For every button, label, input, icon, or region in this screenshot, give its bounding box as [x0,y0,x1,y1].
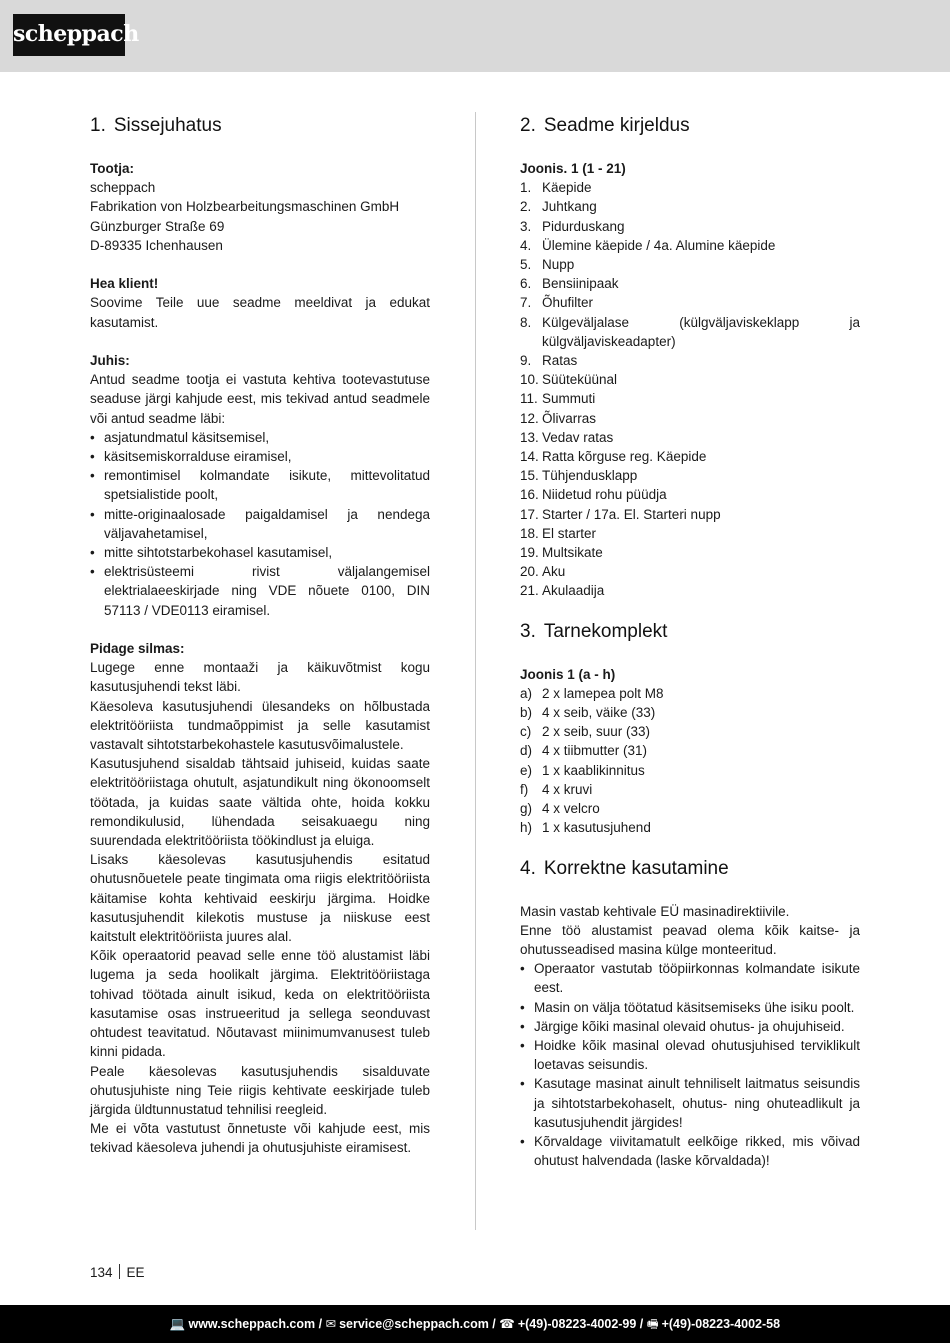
item-text: Ratta kõrguse reg. Käepide [542,449,707,465]
note-bullet-list [90,428,430,620]
section-number: 4. [520,857,536,879]
list-item [520,524,860,543]
item-text: 4 x kruvi [542,781,593,797]
list-item [520,409,860,428]
item-text: Ülemine käepide / 4a. Alumine käepide [542,237,776,253]
item-text: 1 x kaablikinnitus [542,762,645,778]
item-letter: e) [520,762,533,778]
item-letter: g) [520,801,533,817]
figure-label: Joonis. 1 (1 - 21) [520,161,626,176]
item-number: 11. [520,391,538,407]
address-line: D-89335 Ichenhausen [90,237,223,253]
list-item [520,684,860,703]
item-number: 3. [520,218,532,234]
item-text: 4 x tiibmutter (31) [542,743,648,759]
item-text: Akulaadija [542,583,605,599]
page-number: 134 [90,1265,113,1280]
footer-email[interactable]: service@scheppach.com / [339,1317,496,1331]
item-text: 4 x velcro [542,801,600,817]
paragraph: Lisaks käesolevas kasutusjuhendis esitatud ohutusnõuetele peate tingimata oma riigis elektritööriista käitamise kohta kehtivaid eeskirju järgima. Hoidke kasutusjuhendit kilekotis mustuse ja niiskuse eest kaitstult elektritööriista juures alal. [90,852,430,945]
manufacturer-address [90,178,430,255]
list-item: • käsitsemiskorralduse eiramisel, [90,447,430,466]
list-item [520,178,860,197]
item-text: Juhtkang [542,199,597,215]
item-text: Niidetud rohu püüdja [542,487,667,503]
brand-logo: scheppach [13,14,125,56]
item-text: Multsikate [542,545,603,561]
address-line: scheppach [90,180,156,196]
paragraph: Enne töö alustamist peavad olema kõik kaitse- ja ohutusseadised masina külge monteeritud. [520,922,860,957]
section-heading-device-description [520,113,860,139]
column-divider [475,112,476,1230]
list-item: • Järgige kõiki masinal olevaid ohutus- ja ohujuhiseid. [520,1017,860,1036]
item-text: Summuti [542,391,596,407]
page-number-block [90,1264,145,1282]
list-item: • Masin on välja töötatud käsitsemiseks ühe isiku poolt. [520,998,860,1017]
item-text: 1 x kasutusjuhend [542,820,651,836]
list-item [520,389,860,408]
observe-label: Pidage silmas: [90,641,185,657]
list-item: • Hoidke kõik masinal olevad ohutusjuhised terviklikult loetavas seisundis. [520,1036,860,1074]
item-text: 4 x seib, väike (33) [542,705,656,721]
item-number: 8. [520,314,532,330]
item-text: Vedav ratas [542,429,614,445]
list-item [520,581,860,600]
list-item [520,197,860,216]
item-number: 10. [520,372,539,388]
item-number: 12. [520,410,539,426]
delivery-list [520,684,860,838]
item-number: 13. [520,429,539,445]
list-item [520,485,860,504]
list-item [520,799,860,818]
item-number: 19. [520,545,539,561]
item-number: 18. [520,525,539,541]
section-title: Seadme kirjeldus [543,115,690,136]
item-text: Käepide [542,180,592,196]
footer-fax: +(49)-08223-4002-58 [661,1317,781,1331]
list-item [520,351,860,370]
paragraph: Me ei võta vastutust õnnetuste või kahjude eest, mis tekivad käesoleva juhendi ja ohutusjuhiste eiramisest. [90,1121,430,1156]
list-item [520,466,860,485]
item-number: 1. [520,180,532,196]
address-line: Fabrikation von Holzbearbeitungsmaschinen GmbH [90,199,400,215]
list-item [520,722,860,741]
item-text: Nupp [542,257,575,273]
list-item: • asjatundmatul käsitsemisel, [90,428,430,447]
item-text: Õhufilter [542,295,594,311]
item-number: 4. [520,237,532,253]
item-letter: a) [520,685,533,701]
footer-phone: +(49)-08223-4002-99 / [517,1317,644,1331]
item-number: 7. [520,295,532,311]
section-heading-delivery-scope [520,619,860,645]
right-column [520,113,860,1170]
item-letter: c) [520,724,532,740]
section-heading-intended-use [520,856,860,882]
item-number: 17. [520,506,539,522]
item-text: Ratas [542,353,578,369]
list-item [520,447,860,466]
note-label: Juhis: [90,353,130,368]
list-item [520,761,860,780]
item-text: Pidurduskang [542,218,625,234]
fax-icon: 🖷 [646,1317,659,1331]
item-number: 5. [520,257,532,273]
item-number: 2. [520,199,532,215]
list-item [520,313,860,351]
note-text: Antud seadme tootja ei vastuta kehtiva tootevastutuse seaduse järgi kahjude eest, mis tekivad antud seadmele või antud seadme läbi: [90,372,430,426]
list-item [520,505,860,524]
computer-icon: 💻 [169,1317,186,1331]
list-item [520,428,860,447]
section-title: Korrektne kasutamine [543,857,729,879]
list-item: • Kasutage masinat ainult tehniliselt laitmatus seisundis ja sihtotstarbekohaselt, ohutus- ning ohuteadlikult ja kasutusjuhendit järgides! [520,1074,860,1132]
item-text: 2 x seib, suur (33) [542,724,651,740]
list-item: • elektrisüsteemi rivist väljalangemisel elektrialaeeskirjade ning VDE nõuete 0100, DIN 57113 / VDE0113 eiramisel. [90,562,430,620]
section-number: 3. [520,620,536,642]
list-item [520,780,860,799]
section-title: Sissejuhatus [113,115,222,136]
item-text: Külgeväljalase (külgväljaviskeklapp ja külgväljaviskeadapter) [542,314,860,349]
item-number: 20. [520,564,539,580]
item-number: 6. [520,276,532,292]
list-item [520,255,860,274]
item-text: Aku [542,564,566,580]
header-band [0,0,950,72]
figure-label: Joonis 1 (a - h) [520,666,616,682]
list-item: • mitte-originaalosade paigaldamisel ja nendega väljavahetamisel, [90,505,430,543]
item-number: 16. [520,487,539,503]
paragraph: Peale käesolevas kasutusjuhendis sisalduvate ohutusjuhiste ning Teie riigis kehtivate eeskirjade tuleb järgida üldtunnustatud tehnilisi reegleid. [90,1063,430,1117]
list-item [520,543,860,562]
list-item: • Kõrvaldage viivitamatult eelkõige rikked, mis võivad ohutust halvendada (laske kõrvaldada)! [520,1132,860,1170]
address-line: Günzburger Straße 69 [90,218,225,234]
section-number: 1. [90,115,106,136]
section-number: 2. [520,115,536,136]
page-number-separator [119,1264,120,1279]
item-text: El starter [542,525,597,541]
customer-label: Hea klient! [90,276,159,292]
item-text: Õlivarras [542,410,597,426]
list-item: • mitte sihtotstarbekohasel kasutamisel, [90,543,430,562]
list-item [520,741,860,760]
list-item: • Operaator vastutab tööpiirkonnas kolmandate isikute eest. [520,959,860,997]
paragraph: Kasutusjuhend sisaldab tähtsaid juhiseid, kuidas saate elektritööriistaga ohutult, asjatundikult ning ökonoomselt töötada, ja kuidas saate vältida ohte, hoida kokku remondikulusid, lühendada seisakuaegu ning suurendada elektritööriista töökindlust ja eluiga. [90,756,430,849]
item-text: 2 x lamepea polt M8 [542,685,664,701]
list-item [520,370,860,389]
phone-icon: ☎ [499,1317,515,1331]
item-letter: d) [520,743,533,759]
section-heading-introduction [90,113,430,139]
item-letter: b) [520,705,533,721]
footer-website[interactable]: www.scheppach.com / [188,1317,323,1331]
email-icon: ✉ [325,1317,337,1331]
item-number: 14. [520,449,539,465]
intended-use-bullet-list [520,959,860,1170]
list-item [520,236,860,255]
footer-contact-bar [0,1305,950,1343]
paragraph: Masin vastab kehtivale EÜ masinadirektiivile. [520,903,790,919]
item-text: Bensiinipaak [542,276,619,292]
section-title: Tarnekomplekt [543,620,668,642]
item-number: 21. [520,583,539,599]
customer-text: Soovime Teile uue seadme meeldivat ja edukat kasutamist. [90,295,430,330]
item-number: 9. [520,353,532,369]
item-text: Tühjendusklapp [542,468,638,484]
item-text: Starter / 17a. El. Starteri nupp [542,506,721,522]
list-item [520,293,860,312]
item-letter: h) [520,820,533,836]
list-item [520,274,860,293]
list-item [520,217,860,236]
paragraph: Lugege enne montaaži ja käikuvõtmist kogu kasutusjuhendi tekst läbi. [90,660,430,695]
item-text: Süüteküünal [542,372,618,388]
paragraph: Kõik operaatorid peavad selle enne töö alustamist läbi lugema ja seda hoolikalt järgima. Elektritööriistaga tohivad töötada ainult isikud, keda on elektritööriista kasutamise osas instrueeritud ja sellega seonduvast ohtudest teavitatud. Nõutavast miinimumvanusest tuleb kinni pidada. [90,948,430,1060]
language-code: EE [126,1265,145,1280]
manufacturer-label: Tootja: [90,161,134,176]
item-letter: f) [520,781,529,797]
left-column [90,113,430,1158]
parts-list [520,178,860,600]
list-item: • remontimisel kolmandate isikute, mittevolitatud spetsialistide poolt, [90,466,430,504]
list-item [520,562,860,581]
item-number: 15. [520,468,539,484]
paragraph: Käesoleva kasutusjuhendi ülesandeks on hõlbustada elektritööriista tundmaõppimist ja selle kasutamist vastavalt sihtotstarbekohastele kasutusvõimalustele. [90,698,430,753]
list-item [520,818,860,837]
list-item [520,703,860,722]
